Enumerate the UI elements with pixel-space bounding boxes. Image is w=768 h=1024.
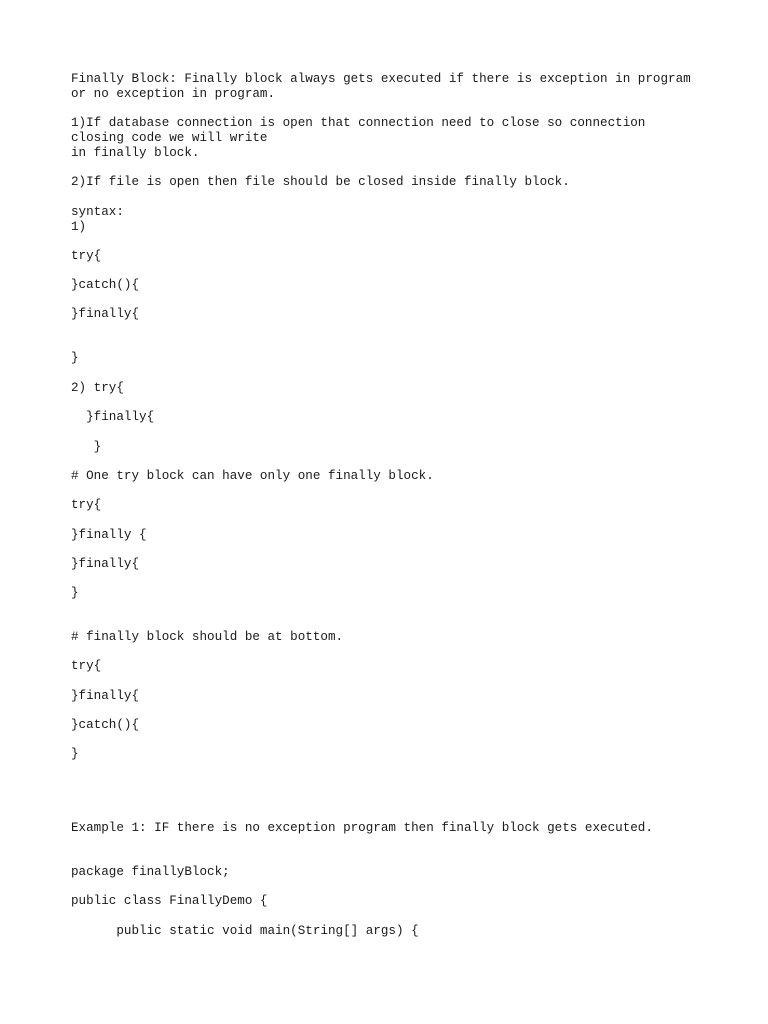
- code-line: public static void main(String[] args) {: [71, 924, 419, 938]
- code-line: }finally{: [71, 307, 140, 321]
- point-2-line: 2)If file is open then file should be closed inside finally block.: [71, 175, 570, 189]
- code-line: try{: [71, 659, 102, 673]
- example-1-heading: Example 1: IF there is no exception program then finally block gets executed.: [71, 821, 653, 835]
- intro-line-1: Finally Block: Finally block always gets executed if there is exception in program: [71, 72, 691, 86]
- rule-one-finally: # One try block can have only one finally block.: [71, 469, 434, 483]
- code-line: }catch(){: [71, 718, 140, 732]
- point-1-line-3: in finally block.: [71, 146, 200, 160]
- code-line: try{: [71, 249, 102, 263]
- code-line: }: [71, 586, 79, 600]
- code-line: 2) try{: [71, 381, 124, 395]
- intro-line-2: or no exception in program.: [71, 87, 276, 101]
- code-line: }finally {: [71, 528, 147, 542]
- point-1-line-1: 1)If database connection is open that connection need to close so connection: [71, 116, 646, 130]
- code-line: }: [71, 747, 79, 761]
- code-line: public class FinallyDemo {: [71, 894, 268, 908]
- code-line: try{: [71, 498, 102, 512]
- code-line: package finallyBlock;: [71, 865, 230, 879]
- point-1-line-2: closing code we will write: [71, 131, 268, 145]
- code-line: }: [71, 351, 79, 365]
- syntax-heading: syntax:: [71, 205, 124, 219]
- code-line: }finally{: [71, 557, 140, 571]
- code-line: }finally{: [71, 410, 155, 424]
- code-line: }catch(){: [71, 278, 140, 292]
- syntax-1-label: 1): [71, 220, 87, 234]
- rule-finally-bottom: # finally block should be at bottom.: [71, 630, 344, 644]
- code-line: }finally{: [71, 689, 140, 703]
- code-line: }: [71, 440, 102, 454]
